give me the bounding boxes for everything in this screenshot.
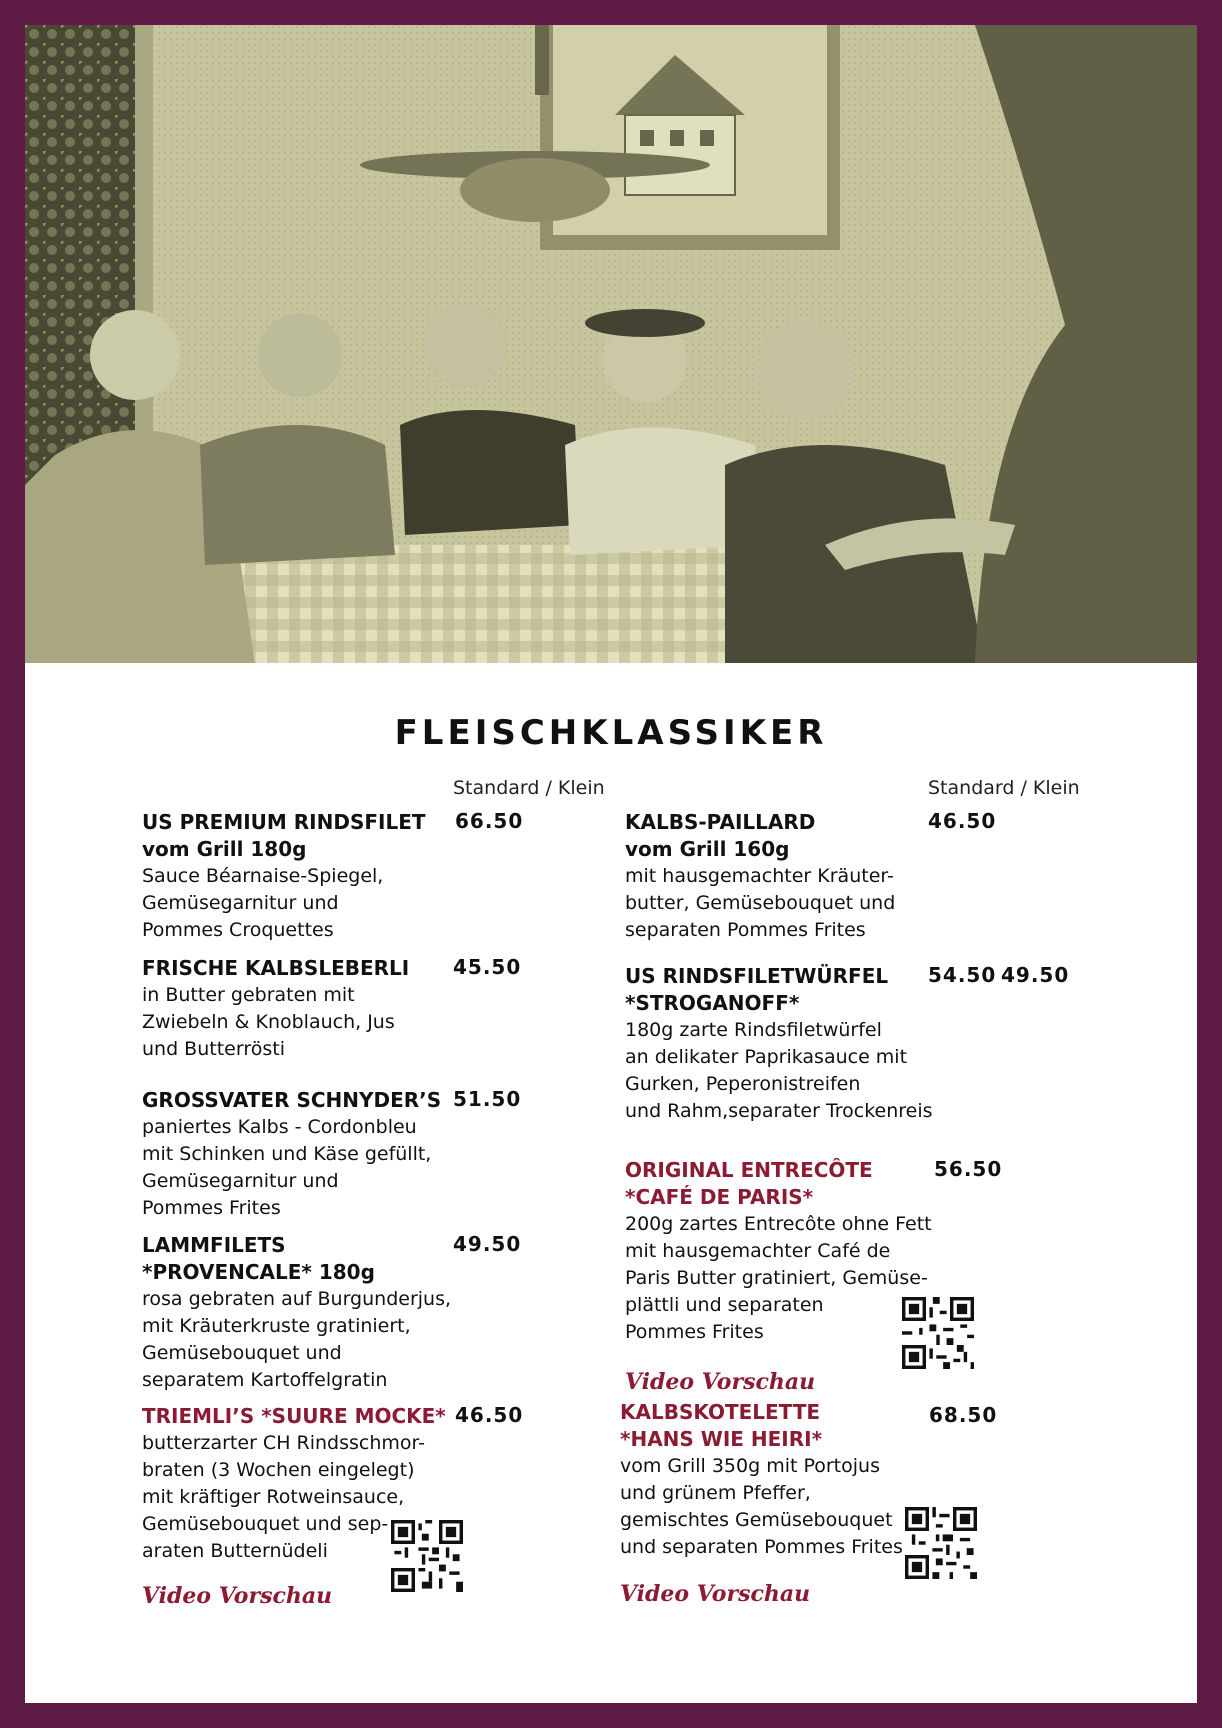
- column-header-right: Standard / Klein: [928, 777, 1080, 799]
- item-description: araten Butternüdeli: [142, 1540, 328, 1562]
- item-name: FRISCHE KALBSLEBERLI: [142, 956, 410, 980]
- item-price: 66.50: [455, 809, 524, 833]
- item-name: vom Grill 180g: [142, 837, 307, 861]
- menu-item-triemlis-suure-mocke: [142, 1403, 622, 1565]
- qr-code-icon[interactable]: [902, 1297, 974, 1369]
- item-name: *STROGANOFF*: [625, 991, 800, 1015]
- video-preview-link[interactable]: Video Vorschau: [625, 1369, 816, 1395]
- item-description: butterzarter CH Rindsschmor-: [142, 1432, 425, 1454]
- item-description: butter, Gemüsebouquet und: [625, 892, 896, 914]
- item-description: separaten Pommes Frites: [625, 919, 866, 941]
- item-name: vom Grill 160g: [625, 837, 790, 861]
- item-description: Pommes Frites: [142, 1197, 281, 1219]
- item-price-small: 49.50: [1001, 963, 1070, 987]
- item-description: mit hausgemachter Café de: [625, 1240, 891, 1262]
- item-price: 56.50: [934, 1157, 1003, 1181]
- item-description: Zwiebeln & Knoblauch, Jus: [142, 1011, 395, 1033]
- item-name: *PROVENCALE* 180g: [142, 1260, 375, 1284]
- item-name: *CAFÉ DE PARIS*: [625, 1185, 814, 1209]
- item-description: mit Schinken und Käse gefüllt,: [142, 1143, 432, 1165]
- item-description: mit Kräuterkruste gratiniert,: [142, 1315, 411, 1337]
- item-price: 45.50: [453, 955, 522, 979]
- menu-item-us-premium-rindsfilet: [142, 809, 622, 944]
- item-price-standard: 54.50: [928, 963, 997, 987]
- column-header-left: Standard / Klein: [453, 777, 605, 799]
- item-description: Gemüsegarnitur und: [142, 892, 339, 914]
- qr-code-icon[interactable]: [905, 1507, 977, 1579]
- item-description: Pommes Frites: [625, 1321, 764, 1343]
- item-description: rosa gebraten auf Burgunderjus,: [142, 1288, 452, 1310]
- item-description: mit kräftiger Rotweinsauce,: [142, 1486, 405, 1508]
- item-description: mit hausgemachter Kräuter-: [625, 865, 894, 887]
- item-price: 51.50: [453, 1087, 522, 1111]
- item-description: Gurken, Peperonistreifen: [625, 1073, 861, 1095]
- item-description: Gemüsebouquet und: [142, 1342, 342, 1364]
- menu-item-frische-kalbsleberli: [142, 955, 622, 1063]
- menu-item-original-entrecote: [625, 1157, 1105, 1346]
- item-name: KALBS-PAILLARD: [625, 810, 816, 834]
- section-title: FLEISCHKLASSIKER: [394, 713, 828, 753]
- qr-code-icon[interactable]: [391, 1520, 463, 1592]
- item-name: US PREMIUM RINDSFILET: [142, 810, 426, 834]
- item-description: 200g zartes Entrecôte ohne Fett: [625, 1213, 932, 1235]
- item-name: TRIEMLI’S *SUURE MOCKE*: [142, 1404, 446, 1428]
- item-price: 46.50: [928, 809, 997, 833]
- video-preview-link[interactable]: Video Vorschau: [620, 1581, 811, 1607]
- item-description: Pommes Croquettes: [142, 919, 334, 941]
- vintage-photo: [25, 25, 1197, 663]
- item-description: an delikater Paprikasauce mit: [625, 1046, 908, 1068]
- item-name: GROSSVATER SCHNYDER’S: [142, 1088, 442, 1112]
- menu-item-lammfilets-provencale: [142, 1232, 622, 1394]
- item-description: 180g zarte Rindsfiletwürfel: [625, 1019, 882, 1041]
- item-description: gemischtes Gemüsebouquet: [620, 1509, 893, 1531]
- menu-page: [25, 25, 1197, 1703]
- menu-item-kalbskotelette: [620, 1399, 1100, 1561]
- item-name: ORIGINAL ENTRECÔTE: [625, 1158, 873, 1182]
- item-price: 46.50: [455, 1403, 524, 1427]
- item-description: Gemüsegarnitur und: [142, 1170, 339, 1192]
- item-description: und Butterrösti: [142, 1038, 285, 1060]
- item-description: und separaten Pommes Frites: [620, 1536, 903, 1558]
- item-description: separatem Kartoffelgratin: [142, 1369, 388, 1391]
- item-name: *HANS WIE HEIRI*: [620, 1427, 823, 1451]
- item-description: Sauce Béarnaise-Spiegel,: [142, 865, 384, 887]
- item-description: vom Grill 350g mit Portojus: [620, 1455, 880, 1477]
- item-description: in Butter gebraten mit: [142, 984, 355, 1006]
- item-price: 68.50: [929, 1403, 998, 1427]
- item-name: US RINDSFILETWÜRFEL: [625, 964, 889, 988]
- item-description: plättli und separaten: [625, 1294, 824, 1316]
- menu-item-kalbs-paillard: [625, 809, 1105, 944]
- item-name: KALBSKOTELETTE: [620, 1400, 821, 1424]
- item-description: Gemüsebouquet und sep-: [142, 1513, 389, 1535]
- item-description: Paris Butter gratiniert, Gemüse-: [625, 1267, 928, 1289]
- item-description: und grünem Pfeffer,: [620, 1482, 811, 1504]
- item-description: paniertes Kalbs - Cordonbleu: [142, 1116, 417, 1138]
- menu-item-us-rindsfiletwuerfel-stroganoff: [625, 963, 1105, 1125]
- item-name: LAMMFILETS: [142, 1233, 286, 1257]
- video-preview-link[interactable]: Video Vorschau: [142, 1583, 333, 1609]
- item-description: braten (3 Wochen eingelegt): [142, 1459, 415, 1481]
- item-description: und Rahm,separater Trockenreis: [625, 1100, 933, 1122]
- item-price: 49.50: [453, 1232, 522, 1256]
- menu-item-grossvater-schnyders: [142, 1087, 622, 1222]
